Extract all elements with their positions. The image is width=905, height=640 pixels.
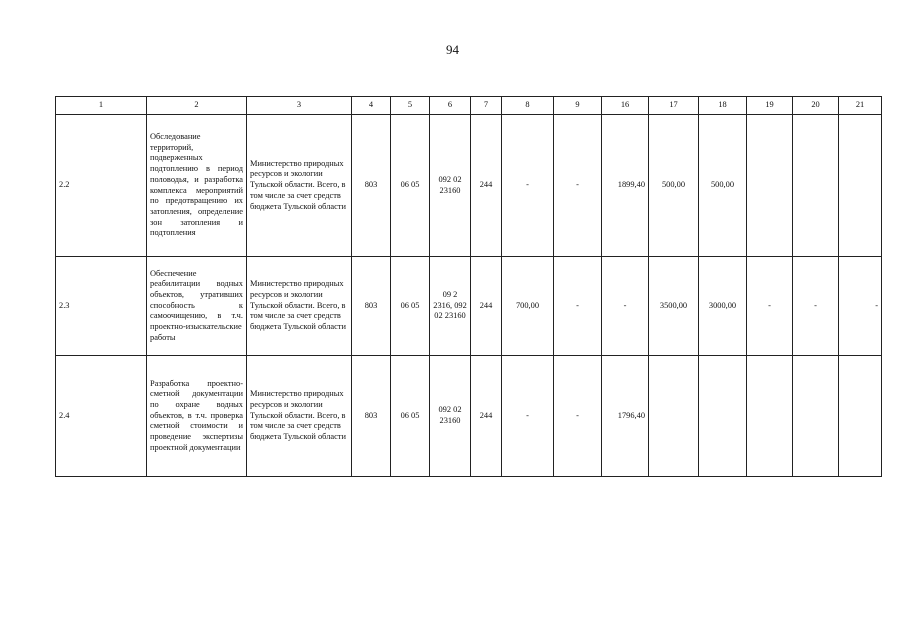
cell-col-8: -	[502, 115, 554, 257]
cell-col-9: -	[554, 257, 602, 356]
column-header: 1	[56, 97, 147, 115]
cell-col-8: 700,00	[502, 257, 554, 356]
table-row	[56, 115, 882, 257]
page-number: 94	[446, 42, 459, 57]
cell-col-18: 500,00	[699, 115, 747, 257]
cell-col-8: -	[502, 356, 554, 477]
column-header: 5	[391, 97, 430, 115]
cell-col-20: -	[793, 257, 839, 356]
cell-col-17: 3500,00	[649, 257, 699, 356]
cell-col-9: -	[554, 356, 602, 477]
cell-col-5: 06 05	[391, 257, 430, 356]
column-header: 21	[839, 97, 882, 115]
cell-col-7: 244	[471, 356, 502, 477]
column-header: 16	[602, 97, 649, 115]
column-header: 19	[747, 97, 793, 115]
cell-col-7: 244	[471, 115, 502, 257]
column-header: 2	[147, 97, 247, 115]
cell-col-5: 06 05	[391, 115, 430, 257]
row-id: 2.3	[56, 257, 147, 356]
measure-description: Обследование территорий, подверженных подтоплению в период половодья, и разработка комплекса мероприятий по предотвращению их затопления, определение зон затопления и подтопления	[147, 115, 247, 257]
cell-col-19	[747, 356, 793, 477]
cell-col-16: 1899,40	[602, 115, 649, 257]
cell-col-21	[839, 115, 882, 257]
cell-col-9: -	[554, 115, 602, 257]
column-header: 9	[554, 97, 602, 115]
header-row	[56, 97, 882, 115]
column-header: 7	[471, 97, 502, 115]
cell-col-6: 092 02 23160	[430, 356, 471, 477]
executor-cell: Министерство природных ресурсов и экологии Тульской области. Всего, в том числе за счет средств бюджета Тульской области	[247, 115, 352, 257]
cell-col-4: 803	[352, 356, 391, 477]
measure-description: Обеспечение реабилитации водных объектов, утративших способность к самоочищению, в т.ч. проектно-изыскательские работы	[147, 257, 247, 356]
cell-col-20	[793, 356, 839, 477]
cell-col-18: 3000,00	[699, 257, 747, 356]
column-header: 6	[430, 97, 471, 115]
cell-col-4: 803	[352, 115, 391, 257]
cell-col-17: 500,00	[649, 115, 699, 257]
cell-col-18	[699, 356, 747, 477]
cell-col-21: -	[839, 257, 882, 356]
executor-cell: Министерство природных ресурсов и экологии Тульской области. Всего, в том числе за счет средств бюджета Тульской области	[247, 356, 352, 477]
row-id: 2.4	[56, 356, 147, 477]
budget-table	[55, 96, 882, 477]
cell-col-5: 06 05	[391, 356, 430, 477]
cell-col-4: 803	[352, 257, 391, 356]
table-row	[56, 356, 882, 477]
cell-col-19	[747, 115, 793, 257]
column-header: 17	[649, 97, 699, 115]
cell-col-20	[793, 115, 839, 257]
executor-cell: Министерство природных ресурсов и экологии Тульской области. Всего, в том числе за счет средств бюджета Тульской области	[247, 257, 352, 356]
column-header: 18	[699, 97, 747, 115]
cell-col-17	[649, 356, 699, 477]
cell-col-7: 244	[471, 257, 502, 356]
cell-col-21	[839, 356, 882, 477]
table-row	[56, 257, 882, 356]
row-id: 2.2	[56, 115, 147, 257]
cell-col-6: 092 02 23160	[430, 115, 471, 257]
column-header: 8	[502, 97, 554, 115]
cell-col-16: 1796,40	[602, 356, 649, 477]
cell-col-6: 09 2 2316, 092 02 23160	[430, 257, 471, 356]
column-header: 4	[352, 97, 391, 115]
column-header: 20	[793, 97, 839, 115]
column-header: 3	[247, 97, 352, 115]
cell-col-19: -	[747, 257, 793, 356]
cell-col-16: -	[602, 257, 649, 356]
measure-description: Разработка проектно-сметной документации по охране водных объектов, в т.ч. проверка сметной стоимости и проведение экспертизы проектной документации	[147, 356, 247, 477]
